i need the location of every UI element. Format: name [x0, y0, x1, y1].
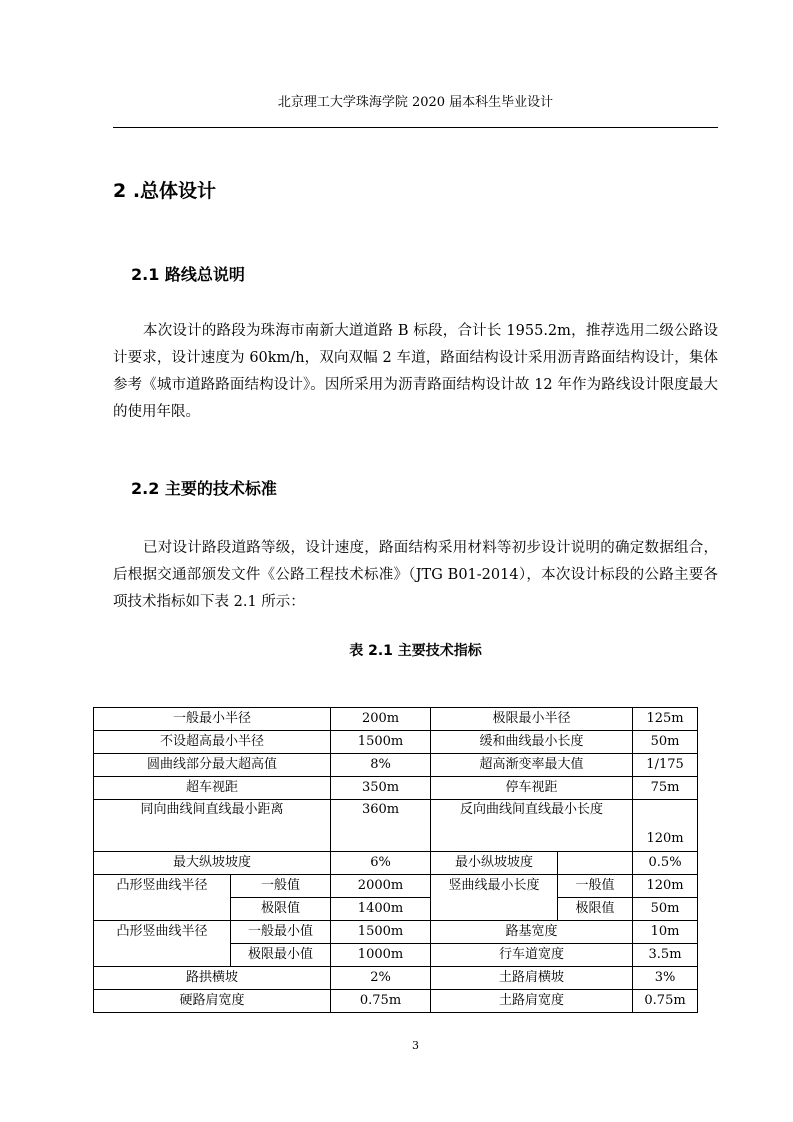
table-cell: 360m [331, 800, 431, 852]
table-cell: 1500m [331, 921, 431, 944]
table-cell: 缓和曲线最小长度 [431, 731, 633, 754]
table-row [94, 898, 698, 921]
table-cell: 50m [633, 731, 698, 754]
table-cell: 0.5% [633, 852, 698, 875]
table-cell: 行车道宽度 [431, 944, 633, 967]
table-cell: 一般值 [231, 875, 331, 898]
table-row [94, 708, 698, 731]
table-cell: 一般最小半径 [94, 708, 331, 731]
table-cell: 同向曲线间直线最小距离 [94, 800, 331, 852]
table-cell: 1000m [331, 944, 431, 967]
table-cell: 一般最小值 [231, 921, 331, 944]
table-cell: 1400m [331, 898, 431, 921]
table-row [94, 754, 698, 777]
table-cell: 超车视距 [94, 777, 331, 800]
table-row [94, 921, 698, 944]
table-row [94, 944, 698, 967]
section-title-2-2: 2.2 主要的技术标准 [131, 479, 277, 498]
chapter-title: 2 .总体设计 [113, 180, 217, 202]
table-cell: 超高渐变率最大值 [431, 754, 633, 777]
table-cell: 120m [633, 800, 698, 852]
table-row [94, 967, 698, 990]
table-cell: 一般值 [558, 875, 633, 898]
table-cell: 竖曲线最小长度 [431, 875, 558, 898]
table-cell: 反向曲线间直线最小长度 [431, 800, 633, 852]
table-cell [94, 898, 231, 921]
table-cell: 2% [331, 967, 431, 990]
table-cell: 极限值 [558, 898, 633, 921]
table-cell: 凸形竖曲线半径 [94, 875, 231, 898]
table-row [94, 852, 698, 875]
table-cell: 1/175 [633, 754, 698, 777]
table-cell [431, 898, 558, 921]
table-cell: 350m [331, 777, 431, 800]
header-rule [113, 127, 718, 128]
table-cell: 停车视距 [431, 777, 633, 800]
table-cell: 土路肩横坡 [431, 967, 633, 990]
table-row [94, 990, 698, 1013]
table-cell: 最小纵坡坡度 [431, 852, 558, 875]
section-2-2-paragraph: 已对设计路段道路等级，设计速度，路面结构采用材料等初步设计说明的确定数据组合，后根据交通部颁发文件《公路工程技术标准》（JTG B01-2014），本次设计标段的公路主要各项技术指标如下表 2.1 所示： [113, 540, 718, 610]
section-title-2-1: 2.1 路线总说明 [131, 265, 245, 284]
table-cell: 极限最小半径 [431, 708, 633, 731]
table-cell: 1500m [331, 731, 431, 754]
table-cell: 50m [633, 898, 698, 921]
table-cell: 125m [633, 708, 698, 731]
table-cell: 75m [633, 777, 698, 800]
page-number: 3 [412, 1039, 419, 1052]
table-cell: 极限最小值 [231, 944, 331, 967]
table-caption: 表 2.1 主要技术指标 [349, 643, 482, 659]
table-cell: 3.5m [633, 944, 698, 967]
table-cell [558, 852, 633, 875]
table-cell: 极限值 [231, 898, 331, 921]
table-cell: 10m [633, 921, 698, 944]
table-cell: 路拱横坡 [94, 967, 331, 990]
table-row [94, 800, 698, 852]
table-cell: 0.75m [331, 990, 431, 1013]
section-2-1-paragraph: 本次设计的路段为珠海市南新大道道路 B 标段，合计长 1955.2m，推荐选用二级公路设计要求，设计速度为 60km/h，双向双幅 2 车道，路面结构设计采用沥青路面结构设计，集体参考《城市道路路面结构设计》。因所采用为沥青路面结构设计故 12 年作为路线设计限度最大的使用年限。 [113, 323, 718, 420]
page-header: 北京理工大学珠海学院 2020 届本科生毕业设计 [277, 95, 554, 110]
table-cell: 3% [633, 967, 698, 990]
table-cell: 凸形竖曲线半径 [94, 921, 231, 944]
table-row [94, 777, 698, 800]
table-cell: 硬路肩宽度 [94, 990, 331, 1013]
table-cell: 最大纵坡坡度 [94, 852, 331, 875]
table-cell: 0.75m [633, 990, 698, 1013]
table-cell [94, 944, 231, 967]
table-cell: 6% [331, 852, 431, 875]
table-cell: 8% [331, 754, 431, 777]
table-cell: 土路肩宽度 [431, 990, 633, 1013]
table-cell: 120m [633, 875, 698, 898]
table-row [94, 875, 698, 898]
table-cell: 路基宽度 [431, 921, 633, 944]
table-row [94, 731, 698, 754]
table-cell: 不设超高最小半径 [94, 731, 331, 754]
technical-indicators-table [93, 707, 698, 1013]
table-cell: 圆曲线部分最大超高值 [94, 754, 331, 777]
table-cell: 200m [331, 708, 431, 731]
table-cell: 2000m [331, 875, 431, 898]
